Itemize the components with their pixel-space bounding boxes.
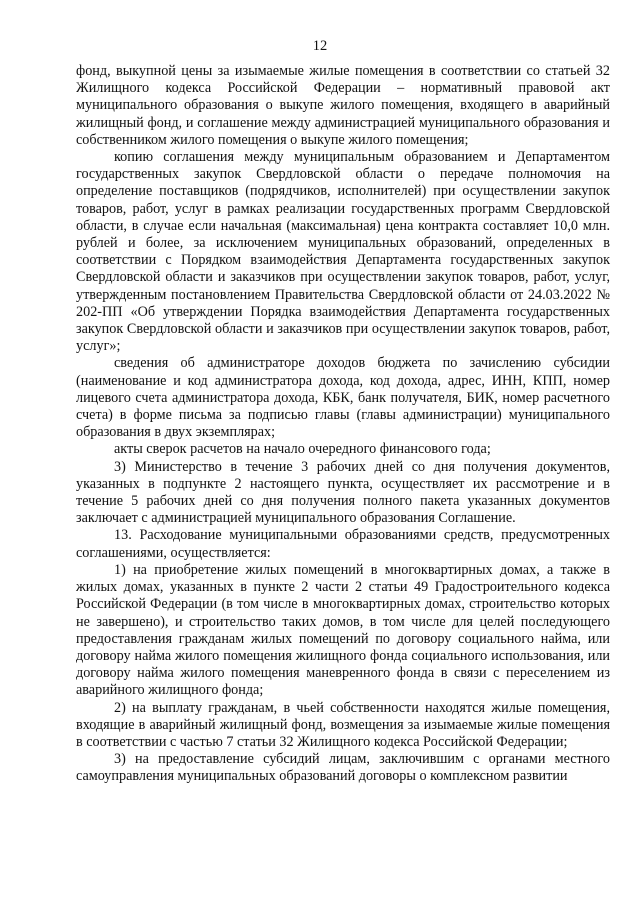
paragraph-ministry-review: 3) Министерство в течение 3 рабочих дней со дня получения документов, указанных в подпункте 2 настоящего пункта, осуществляет их рассмотрение и в течение 5 рабочих дней со дня получения полного пакета указанных документов заключает с администрацией муниципального образования Соглашение.	[76, 458, 610, 527]
paragraph-buyout-act: фонд, выкупной цены за изымаемые жилые помещения в соответствии со статьей 32 Жилищного кодекса Российской Федерации – нормативный правовой акт муниципального образования о выкупе жилого помещения, входящего в аварийный жилищный фонд, и соглашение между администрацией муниципального образования и собственником жилого помещения о выкупе жилого помещения;	[76, 63, 610, 148]
paragraph-revenue-administrator: сведения об администраторе доходов бюджета по зачислению субсидии (наименование и код администратора дохода, код дохода, адрес, ИНН, КПП, номер лицевого счета администратора дохода, КБК, банк получателя, БИК, номер расчетного счета) в форме письма за подписью главы (главы администрации) муниципального образования в двух экземплярах;	[76, 355, 610, 441]
paragraph-item-3: 3) на предоставление субсидий лицам, заключившим с органами местного самоуправления муниципальных образований договоры о комплексном развитии	[76, 751, 610, 785]
paragraph-item-2: 2) на выплату гражданам, в чьей собственности находятся жилые помещения, входящие в аварийный жилищный фонд, возмещения за изымаемые жилые помещения в соответствии с частью 7 статьи 32 Жилищного кодекса Российской Федерации;	[76, 699, 610, 750]
paragraph-item-1: 1) на приобретение жилых помещений в многоквартирных домах, а также в жилых домах, указанных в пункте 2 части 2 статьи 49 Градостроительного кодекса Российской Федерации (в том числе в многоквартирных домах, строительство которых не завершено), и строительство таких домов, в том числе для целей последующего предоставления гражданам жилых помещений по договору социального найма, или договору найма жилого помещения жилищного фонда социального использования, или договору найма жилого помещения маневренного фонда в связи с переселением из аварийного жилищного фонда;	[76, 561, 610, 699]
paragraph-reconciliation-acts: акты сверок расчетов на начало очередного финансового года;	[114, 441, 491, 458]
document-body	[76, 63, 610, 786]
paragraph-section-13: 13. Расходование муниципальными образованиями средств, предусмотренных соглашениями, осуществляется:	[76, 527, 610, 561]
paragraph-procurement-agreement: копию соглашения между муниципальным образованием и Департаментом государственных закупок Свердловской области о передаче полномочия на определение поставщиков (подрядчиков, исполнителей) при осуществлении закупок товаров, работ, услуг в рамках реализации государственных программ Свердловской области, в случае если начальная (максимальная) цена контракта составляет 10,0 млн. рублей и более, за исключением муниципальных образований, определенных в соответствии с Порядком взаимодействия Департамента государственных закупок Свердловской области и заказчиков при осуществлении закупок товаров, работ, услуг, утвержденным постановлением Правительства Свердловской области от 24.03.2022 № 202-ПП «Об утверждении Порядка взаимодействия Департамента государственных закупок Свердловской области и заказчиков при осуществлении закупок товаров, работ, услуг»;	[76, 149, 610, 355]
page-number: 12	[312, 38, 328, 54]
